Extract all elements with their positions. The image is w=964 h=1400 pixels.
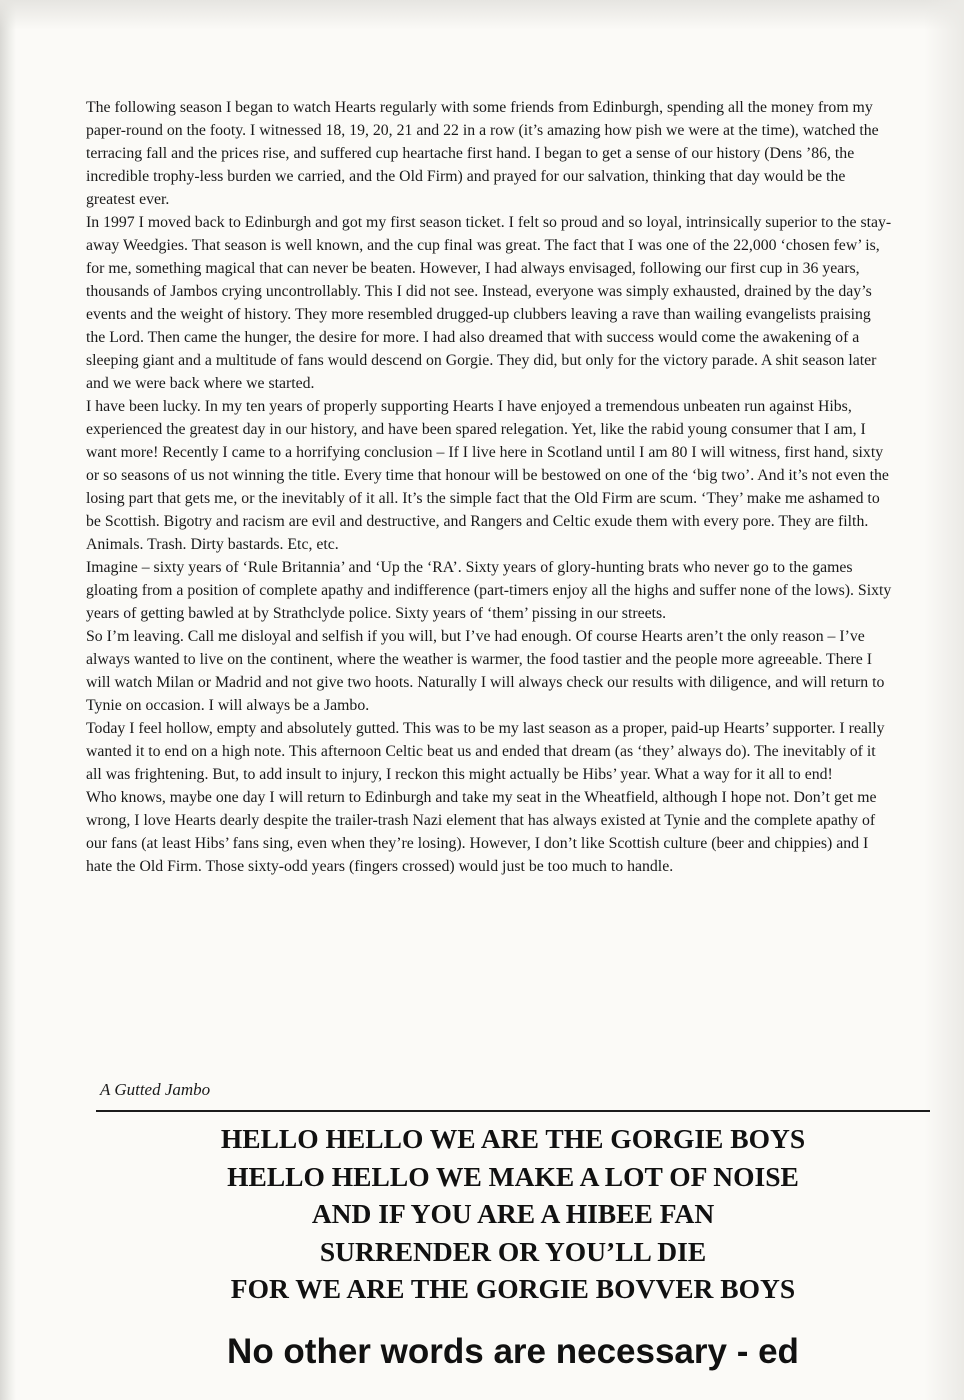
chant-block — [96, 1120, 930, 1308]
top-shadow — [0, 0, 964, 30]
divider-rule — [96, 1110, 930, 1112]
letter-paragraph: Imagine – sixty years of ‘Rule Britannia’ and ‘Up the ‘RA’. Sixty years of glory-hunting brats who never go to the games gloating from a position of complete apathy and indifference (part-timers enjoy all the highs and suffer none of the lows). Sixty years of getting bawled at by Strathclyde police. Sixty years of ‘them’ pissing in our streets. — [86, 559, 892, 622]
binding-edge — [0, 0, 16, 1400]
letter-signoff: A Gutted Jambo — [100, 1080, 211, 1099]
letter-paragraph: Who knows, maybe one day I will return to Edinburgh and take my seat in the Wheatfield, although I hope not. Don’t get me wrong, I love Hearts dearly despite the trailer-trash Nazi element that has always existed at Tynie and the complete apathy of our fans (at least Hibs’ fans sing, even when they’re losing). However, I don’t like Scottish culture (beer and chippies) and I hate the Old Firm. Those sixty-odd years (fingers crossed) would just be too much to handle. — [86, 789, 877, 875]
chant-line: SURRENDER OR YOU’LL DIE — [319, 1235, 707, 1267]
letter-paragraph: In 1997 I moved back to Edinburgh and got my first season ticket. I felt so proud and so loyal, intrinsically superior to the stay-away Weedgies. That season is well known, and the cup final was great. The fact that I was one of the 22,000 ‘chosen few’ is, for me, something magical that can never be beaten. However, I had always envisaged, following our first cup in 36 years, thousands of Jambos crying uncontrollably. This I did not see. Instead, everyone was simply exhausted, drained by the day’s events and the weight of history. They more resembled drugged-up clubbers leaving a rave than wailing evangelists praising the Lord. Then came the hunger, the desire for more. I had also dreamed that with success would come the awakening of a sleeping giant and a multitude of fans would descend on Gorgie. They did, but only for the victory parade. A shit season later and we were back where we started. — [86, 214, 892, 392]
editor-note: No other words are necessary - ed — [227, 1332, 799, 1371]
chant-line: HELLO HELLO WE ARE THE GORGIE BOYS — [220, 1123, 806, 1154]
letter-body — [86, 96, 894, 878]
letter-paragraph: Today I feel hollow, empty and absolutely gutted. This was to be my last season as a proper, paid-up Hearts’ supporter. I really wanted it to end on a high note. This afternoon Celtic beat us and ended that dream (as ‘they’ always do). The inevitably of it all was frightening. But, to add insult to injury, I reckon this might actually be Hibs’ year. What a way for it all to end! — [86, 720, 885, 783]
letter-paragraph: So I’m leaving. Call me disloyal and selfish if you will, but I’ve had enough. Of course Hearts aren’t the only reason – I’ve always wanted to live on the continent, where the weather is warmer, the food tastier and the people more agreeable. There I will watch Milan or Madrid and not give two hoots. Naturally I will always check our results with diligence, and will return to Tynie on occasion. I will always be a Jambo. — [86, 628, 885, 714]
letter-paragraph: The following season I began to watch Hearts regularly with some friends from Edinburgh, spending all the money from my paper-round on the footy. I witnessed 18, 19, 20, 21 and 22 in a row (it’s amazing how pish we were at the time), watched the terracing fall and the prices rise, and suffered cup heartache first hand. I began to get a sense of our history (Dens ’86, the incredible trophy-less burden we carried, and the Old Firm) and prayed for our salvation, thinking that day would be the greatest ever. — [86, 99, 879, 208]
chant-line: HELLO HELLO WE MAKE A LOT OF NOISE — [227, 1160, 799, 1192]
chant-line: FOR WE ARE THE GORGIE BOVVER BOYS — [230, 1273, 796, 1304]
right-shadow — [924, 0, 964, 1400]
letter-paragraph: I have been lucky. In my ten years of properly supporting Hearts I have enjoyed a tremendous unbeaten run against Hibs, experienced the greatest day in our history, and have been spared relegation. Yet, like the rabid young consumer that I am, I want more! Recently I came to a horrifying conclusion – If I live here in Scotland until I am 80 I will witness, first hand, sixty or so seasons of us not winning the title. Every time that honour will be bestowed on one of the ‘big two’. And it’s not even the losing part that gets me, or the inevitably of it all. It’s the simple fact that the Old Firm are scum. ‘They’ make me ashamed to be Scottish. Bigotry and racism are evil and destructive, and Rangers and Celtic exude them with every pore. They are filth. Animals. Trash. Dirty bastards. Etc, etc. — [86, 398, 889, 553]
chant-line: AND IF YOU ARE A HIBEE FAN — [311, 1198, 715, 1229]
